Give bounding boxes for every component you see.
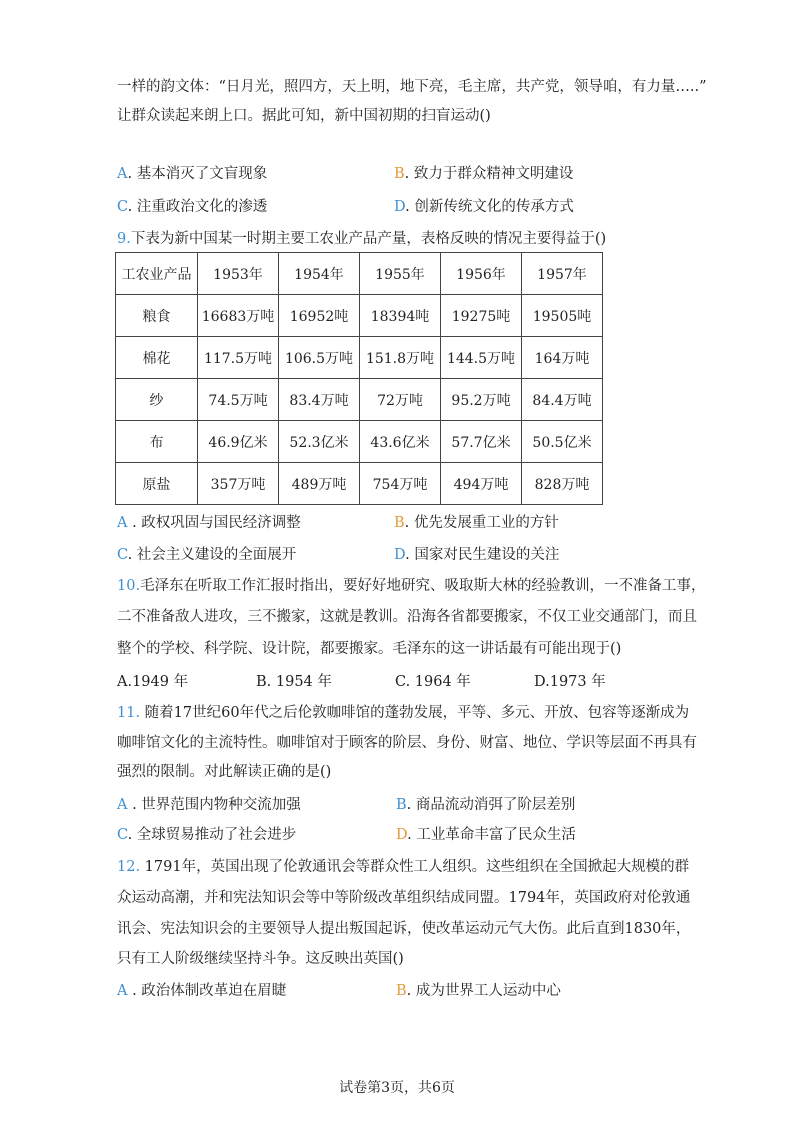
question-text: 下表为新中国某一时期主要工农业产品产量，表格反映的情况主要得益于(): [130, 231, 607, 247]
table-row: [116, 337, 603, 379]
q12-option-a: [117, 981, 286, 1001]
table-cell: 布: [116, 421, 198, 463]
question-number: 9.: [117, 231, 131, 247]
table-row: [116, 421, 603, 463]
q8-option-b: [394, 164, 573, 184]
table-cell: 纱: [116, 379, 198, 421]
option-letter: B: [396, 797, 407, 813]
table-cell: 357万吨: [198, 463, 279, 505]
option-text: . 创新传统文化的传承方式: [405, 199, 574, 215]
option-text: . 商品流动消弭了阶层差别: [406, 797, 576, 813]
q11-stem-line3: 强烈的限制。对此解读正确的是(): [117, 764, 332, 780]
option-text: . 政治体制改革迫在眉睫: [127, 983, 287, 999]
table-header: 工农业产品: [116, 253, 198, 295]
table-header: 1956年: [441, 253, 522, 295]
option-text: . 世界范围内物种交流加强: [127, 797, 301, 813]
option-text: . 成为世界工人运动中心: [406, 983, 561, 999]
q10-stem-line3: 整个的学校、科学院、设计院，都要搬家。毛泽东的这一讲话最有可能出现于(): [117, 641, 622, 657]
q10-option-c: C. 1964 年: [395, 674, 471, 690]
q11-option-a: [117, 795, 301, 815]
q12-stem-line4: 只有工人阶级继续坚持斗争。这反映出英国(): [117, 951, 404, 967]
table-cell: 84.4万吨: [522, 379, 603, 421]
table-cell: 16952吨: [279, 295, 360, 337]
q11-stem-line1: [117, 703, 689, 723]
table-cell: 106.5万吨: [279, 337, 360, 379]
table-cell: 144.5万吨: [441, 337, 522, 379]
q12-stem-line1: [117, 857, 689, 877]
option-letter: C: [117, 827, 128, 843]
option-text: . 社会主义建设的全面展开: [127, 547, 297, 563]
table-cell: 164万吨: [522, 337, 603, 379]
table-cell: 72万吨: [360, 379, 441, 421]
table-cell: 原盐: [116, 463, 198, 505]
option-letter: C: [117, 199, 128, 215]
table-cell: 棉花: [116, 337, 198, 379]
table-cell: 50.5亿米: [522, 421, 603, 463]
question-number: 11.: [117, 705, 141, 721]
table-cell: 57.7亿米: [441, 421, 522, 463]
option-letter: A: [117, 166, 128, 182]
q11-option-c: [117, 825, 296, 845]
page-footer: 试卷第3页，共6页: [339, 1080, 455, 1096]
q9-stem: [117, 229, 606, 249]
table-cell: 19275吨: [441, 295, 522, 337]
q8-option-d: [394, 197, 574, 217]
table-cell: 74.5万吨: [198, 379, 279, 421]
table-cell: 117.5万吨: [198, 337, 279, 379]
option-text: . 注重政治文化的渗透: [127, 199, 268, 215]
option-text: . 优先发展重工业的方针: [404, 515, 559, 531]
q11-stem-line2: 咖啡馆文化的主流特性。咖啡馆对于顾客的阶层、身份、财富、地位、学识等层面不再具有: [117, 735, 697, 751]
option-letter: B: [394, 515, 405, 531]
table-cell: 18394吨: [360, 295, 441, 337]
option-text: . 致力于群众精神文明建设: [404, 166, 574, 182]
question-number: 10.: [117, 578, 141, 594]
q8-option-c: [117, 197, 267, 217]
option-text: . 基本消灭了文盲现象: [127, 166, 268, 182]
question-number: 12.: [117, 859, 141, 875]
table-cell: 494万吨: [441, 463, 522, 505]
table-header: 1955年: [360, 253, 441, 295]
option-text: . 工业革命丰富了民众生活: [407, 827, 576, 843]
q10-option-b: B. 1954 年: [256, 674, 332, 690]
question-text: 随着17世纪60年代之后伦敦咖啡馆的蓬勃发展，平等、多元、开放、包容等逐渐成为: [140, 705, 690, 721]
option-letter: D: [394, 199, 406, 215]
q10-stem-line1: [117, 576, 706, 596]
question-text: 毛泽东在听取工作汇报时指出，要好好地研究、吸取斯大林的经验教训，一不准备工事，: [140, 578, 706, 594]
table-cell: 19505吨: [522, 295, 603, 337]
q10-option-d: D.1973 年: [534, 674, 606, 690]
option-letter: C: [117, 547, 128, 563]
q10-stem-line2: 二不准备敌人进攻，三不搬家，这就是教训。沿海各省都要搬家，不仅工业交通部门，而且: [117, 609, 697, 625]
q9-option-c: [117, 545, 296, 565]
q11-option-d: [396, 825, 576, 845]
table-header: 1957年: [522, 253, 603, 295]
table-header: 1953年: [198, 253, 279, 295]
q11-option-b: [396, 795, 575, 815]
table-cell: 489万吨: [279, 463, 360, 505]
option-text: . 国家对民生建设的关注: [405, 547, 560, 563]
table-row: [116, 463, 603, 505]
option-letter: A: [117, 983, 128, 999]
option-letter: B: [396, 983, 407, 999]
production-table: [115, 252, 603, 505]
q8-option-a: [117, 164, 267, 184]
table-cell: 43.6亿米: [360, 421, 441, 463]
option-letter: B: [394, 166, 405, 182]
q10-option-a: A.1949 年: [117, 674, 189, 690]
table-cell: 83.4万吨: [279, 379, 360, 421]
option-text: . 全球贸易推动了社会进步: [127, 827, 297, 843]
table-cell: 16683万吨: [198, 295, 279, 337]
table-header-row: [116, 253, 603, 295]
q9-option-d: [394, 545, 559, 565]
table-cell: 151.8万吨: [360, 337, 441, 379]
table-cell: 粮食: [116, 295, 198, 337]
option-letter: D: [394, 547, 406, 563]
q12-option-b: [396, 981, 561, 1001]
question-text: 1791年，英国出现了伦敦通讯会等群众性工人组织。这些组织在全国掀起大规模的群: [140, 859, 690, 875]
q12-stem-line2: 众运动高潮，并和宪法知识会等中等阶级改革组织结成同盟。1794年，英国政府对伦敦通: [117, 890, 691, 906]
option-letter: A: [117, 797, 128, 813]
table-cell: 828万吨: [522, 463, 603, 505]
table-cell: 95.2万吨: [441, 379, 522, 421]
option-letter: A: [117, 515, 128, 531]
q12-stem-line3: 讯会、宪法知识会的主要领导人提出叛国起诉，使改革运动元气大伤。此后直到1830年，: [117, 921, 691, 937]
option-text: . 政权巩固与国民经济调整: [127, 515, 301, 531]
q9-option-b: [394, 513, 559, 533]
table-row: [116, 295, 603, 337]
table-cell: 46.9亿米: [198, 421, 279, 463]
table-header: 1954年: [279, 253, 360, 295]
table-row: [116, 379, 603, 421]
option-letter: D: [396, 827, 408, 843]
table-cell: 754万吨: [360, 463, 441, 505]
table-cell: 52.3亿米: [279, 421, 360, 463]
q8-stem-line2: 让群众读起来朗上口。据此可知，新中国初期的扫盲运动(): [117, 108, 491, 124]
q9-option-a: [117, 513, 301, 533]
q8-stem-line1: 一样的韵文体：“日月光，照四方，天上明，地下亮，毛主席，共产党，领导咱，有力量…..”: [117, 79, 707, 95]
